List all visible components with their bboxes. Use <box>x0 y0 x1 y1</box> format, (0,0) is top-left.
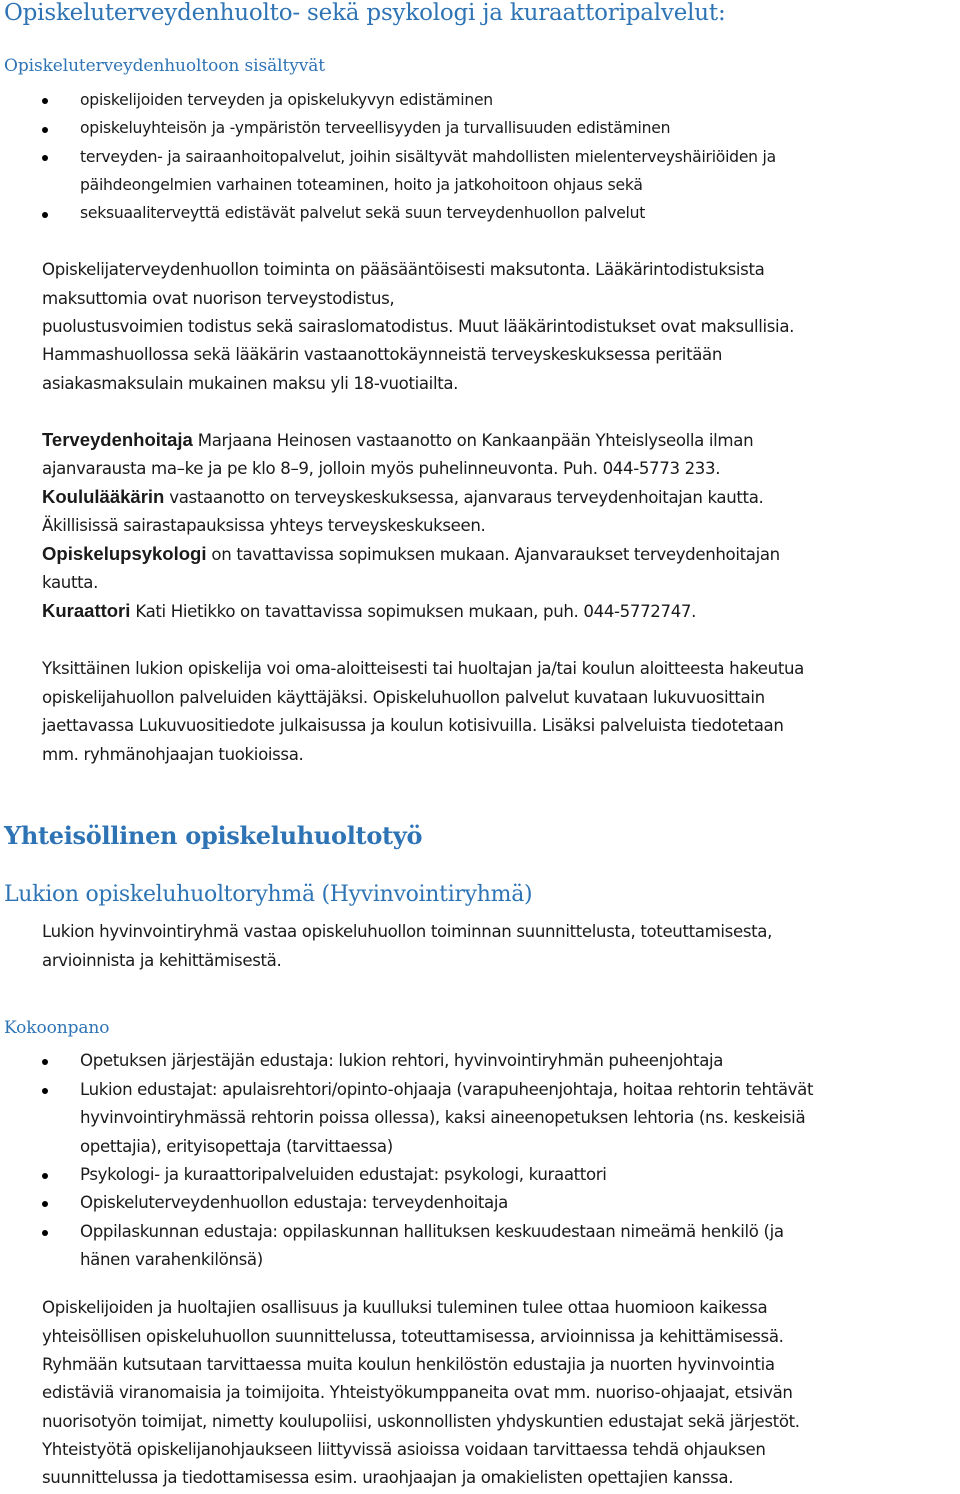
list-item: terveyden- ja sairaanhoitopalvelut, joihin sisältyvät mahdollisten mielenterveyshäiriöiden ja <box>80 148 776 166</box>
list-item-continuation: päihdeongelmien varhainen toteaminen, hoito ja jatkohoitoon ohjaus sekä <box>80 176 643 194</box>
paragraph-line: opiskelijahuollon palveluiden käyttäjäksi. Opiskeluhuollon palvelut kuvataan lukuvuosittain <box>42 688 765 707</box>
section-title: Yhteisöllinen opiskeluhuoltotyö <box>4 821 423 850</box>
paragraph-line: Lukion hyvinvointiryhmä vastaa opiskeluhuollon toiminnan suunnittelusta, toteuttamisesta, <box>42 922 773 941</box>
list-item: Psykologi- ja kuraattoripalveluiden edustajat: psykologi, kuraattori <box>80 1165 607 1184</box>
section-title: Opiskeluterveydenhuolto- sekä psykologi ja kuraattoripalvelut: <box>4 0 726 26</box>
paragraph-line: edistäviä viranomaisia ja toimijoita. Yhteistyökumppaneita ovat mm. nuoriso-ohjaajat, etsivän <box>42 1383 793 1402</box>
paragraph-line: suunnittelussa ja tiedottamisessa esim. uraohjaajan ja omakielisten opettajien kanssa. <box>42 1468 734 1487</box>
contact-terveydenhoitaja <box>42 429 753 452</box>
bullet-icon <box>42 1173 48 1179</box>
bullet-icon <box>42 1201 48 1207</box>
contact-lead: Terveydenhoitaja <box>42 429 193 450</box>
bullet-icon <box>42 127 48 133</box>
bullet-icon <box>42 98 48 104</box>
contact-lead: Opiskelupsykologi <box>42 543 207 564</box>
contact-text: Kati Hietikko on tavattavissa sopimuksen mukaan, puh. 044-5772747. <box>130 602 697 621</box>
section-subtitle: Opiskeluterveydenhuoltoon sisältyvät <box>4 56 325 76</box>
contact-text: vastaanotto on terveyskeskuksessa, ajanvaraus terveydenhoitajan kautta. <box>164 488 764 507</box>
paragraph-line: Ryhmään kutsutaan tarvittaessa muita koulun henkilöstön edustajia ja nuorten hyvinvointia <box>42 1355 775 1374</box>
kokoonpano-title: Kokoonpano <box>4 1018 110 1038</box>
paragraph-line: Äkillisissä sairastapauksissa yhteys terveyskeskukseen. <box>42 516 486 535</box>
paragraph-line: jaettavassa Lukuvuositiedote julkaisussa ja koulun kotisivuilla. Lisäksi palveluista tiedotetaan <box>42 716 784 735</box>
bullet-icon <box>42 1059 48 1065</box>
list-item: Opiskeluterveydenhuollon edustaja: terveydenhoitaja <box>80 1193 508 1212</box>
paragraph-line: arvioinnista ja kehittämisestä. <box>42 951 282 970</box>
contact-kuraattori <box>42 600 696 623</box>
list-item: Oppilaskunnan edustaja: oppilaskunnan hallituksen keskuudestaan nimeämä henkilö (ja <box>80 1222 784 1241</box>
contact-psykologi <box>42 543 780 566</box>
contact-lead: Kuraattori <box>42 600 131 621</box>
bullet-icon <box>42 155 48 161</box>
list-item: opiskeluyhteisön ja -ympäristön terveellisyyden ja turvallisuuden edistäminen <box>80 119 671 137</box>
paragraph-line: kautta. <box>42 573 99 592</box>
list-item: Lukion edustajat: apulaisrehtori/opinto-ohjaaja (varapuheenjohtaja, hoitaa rehtorin tehtävät <box>80 1080 814 1099</box>
list-item-continuation: hyvinvointiryhmässä rehtorin poissa ollessa), kaksi aineenopetuksen lehtoria (ns. keskeisiä <box>80 1108 806 1127</box>
list-item: seksuaaliterveyttä edistävät palvelut sekä suun terveydenhuollon palvelut <box>80 204 646 222</box>
bullet-icon <box>42 1088 48 1094</box>
contact-text: on tavattavissa sopimuksen mukaan. Ajanvaraukset terveydenhoitajan <box>206 545 780 564</box>
bullet-icon <box>42 1230 48 1236</box>
paragraph-line: maksuttomia ovat nuorison terveystodistus, <box>42 289 395 308</box>
list-item-continuation: opettajia), erityisopettaja (tarvittaessa) <box>80 1137 393 1156</box>
paragraph-line: asiakasmaksulain mukainen maksu yli 18-vuotiailta. <box>42 374 459 393</box>
paragraph-line: yhteisöllisen opiskeluhuollon suunnittelussa, toteuttamisessa, arvioinnissa ja kehittämisessä. <box>42 1327 784 1346</box>
paragraph-line: mm. ryhmänohjaajan tuokioissa. <box>42 745 304 764</box>
contact-koululaakari <box>42 486 763 509</box>
paragraph-line: Hammashuollossa sekä lääkärin vastaanottokäynneistä terveyskeskuksessa peritään <box>42 345 723 364</box>
list-item: opiskelijoiden terveyden ja opiskelukyvyn edistäminen <box>80 91 493 109</box>
paragraph-line: Yhteistyötä opiskelijanohjaukseen liittyvissä asioissa voidaan tarvittaessa tehdä ohjauksen <box>42 1440 766 1459</box>
paragraph-line: Opiskelijoiden ja huoltajien osallisuus ja kuulluksi tuleminen tulee ottaa huomioon kaikessa <box>42 1298 768 1317</box>
list-item-continuation: hänen varahenkilönsä) <box>80 1250 263 1269</box>
contact-lead: Koululääkärin <box>42 486 165 507</box>
paragraph-line: ajanvarausta ma–ke ja pe klo 8–9, jolloin myös puhelinneuvonta. Puh. 044-5773 233. <box>42 459 721 478</box>
list-item: Opetuksen järjestäjän edustaja: lukion rehtori, hyvinvointiryhmän puheenjohtaja <box>80 1051 724 1070</box>
paragraph-line: nuorisotyön toimijat, nimetty koulupoliisi, uskonnollisten yhdyskuntien edustajat sekä järjestöt. <box>42 1412 800 1431</box>
paragraph-line: puolustusvoimien todistus sekä sairaslomatodistus. Muut lääkärintodistukset ovat maksullisia. <box>42 317 795 336</box>
bullet-icon <box>42 212 48 218</box>
section-subtitle: Lukion opiskeluhuoltoryhmä (Hyvinvointiryhmä) <box>4 882 533 907</box>
contact-text: Marjaana Heinosen vastaanotto on Kankaanpään Yhteislyseolla ilman <box>192 431 754 450</box>
paragraph-line: Opiskelijaterveydenhuollon toiminta on pääsääntöisesti maksutonta. Lääkärintodistuksista <box>42 260 765 279</box>
paragraph-line: Yksittäinen lukion opiskelija voi oma-aloitteisesti tai huoltajan ja/tai koulun aloitteesta hakeutua <box>42 659 804 678</box>
